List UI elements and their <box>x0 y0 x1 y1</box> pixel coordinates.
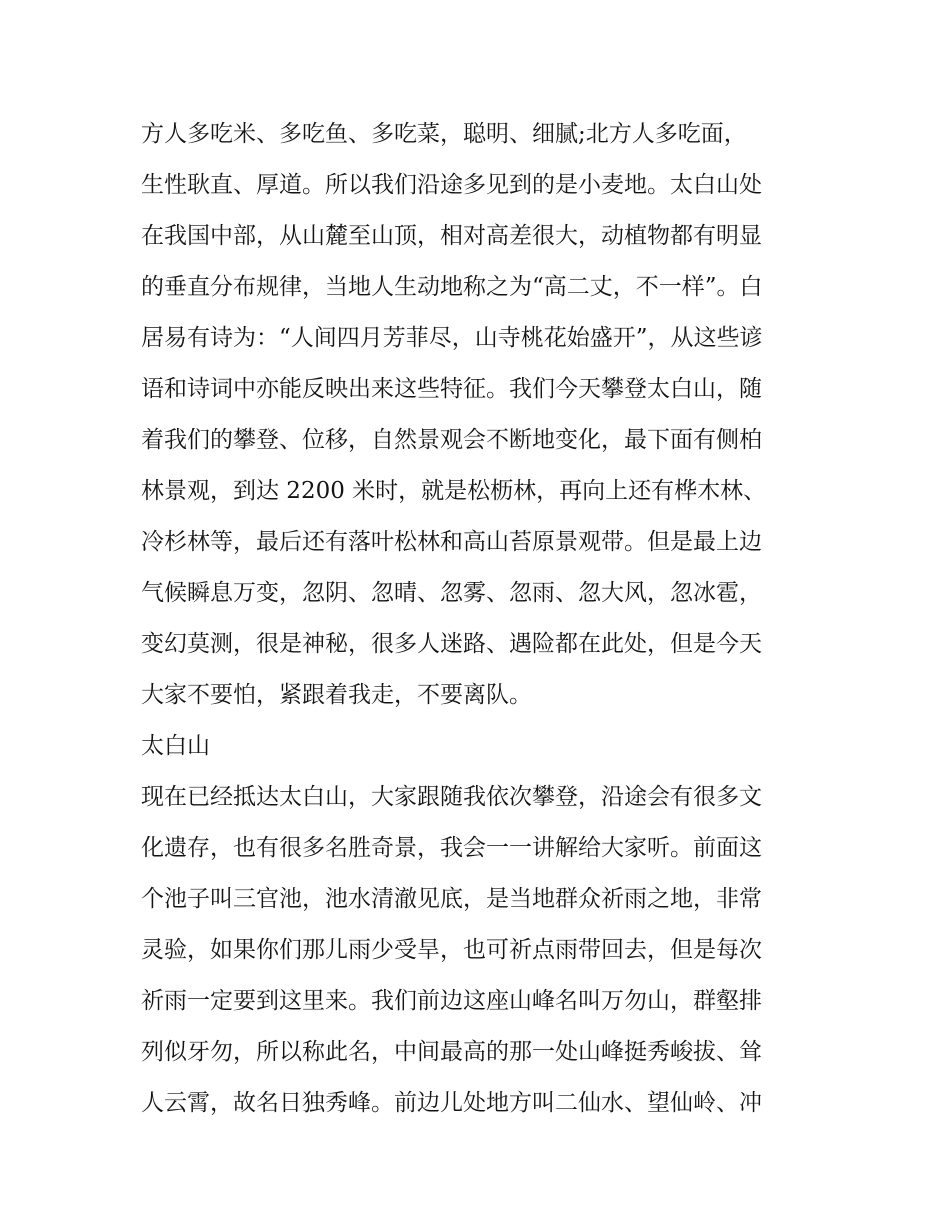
text-line: 灵验，如果你们那儿雨少受旱，也可祈点雨带回去，但是每次 <box>141 937 762 963</box>
text-line: 列似牙勿，所以称此名，中间最高的那一处山峰挺秀峻拔、耸 <box>141 1039 762 1065</box>
text-line: 个池子叫三官池，池水清澈见底，是当地群众祈雨之地，非常 <box>141 886 762 912</box>
text-line: 居易有诗为：“人间四月芳菲尽，山寺桃花始盛开”，从这些谚 <box>141 325 763 351</box>
text-line: 冷杉林等，最后还有落叶松林和高山苔原景观带。但是最上边 <box>141 529 762 555</box>
text-line: 祈雨一定要到这里来。我们前边这座山峰名叫万勿山，群壑排 <box>141 988 762 1014</box>
text-line: 的垂直分布规律，当地人生动地称之为“高二丈，不一样”。白 <box>141 274 763 300</box>
document-body <box>141 109 821 1129</box>
text-line: 气候瞬息万变，忽阴、忽晴、忽雾、忽雨、忽大风，忽冰雹， <box>141 580 762 606</box>
text-line: 着我们的攀登、位移，自然景观会不断地变化，最下面有侧柏 <box>141 427 762 453</box>
text-line: 现在已经抵达太白山，大家跟随我依次攀登，沿途会有很多文 <box>141 784 762 810</box>
text-line: 语和诗词中亦能反映出来这些特征。我们今天攀登太白山，随 <box>141 376 762 402</box>
section-heading: 太白山 <box>141 733 210 759</box>
text-line: 在我国中部，从山麓至山顶，相对高差很大，动植物都有明显 <box>141 223 762 249</box>
text-line: 方人多吃米、多吃鱼、多吃菜，聪明、细腻;北方人多吃面， <box>141 121 747 147</box>
text-line: 生性耿直、厚道。所以我们沿途多见到的是小麦地。太白山处 <box>141 172 762 198</box>
text-line: 大家不要怕，紧跟着我走，不要离队。 <box>141 682 532 708</box>
text-line: 化遗存，也有很多名胜奇景，我会一一讲解给大家听。前面这 <box>141 835 762 861</box>
text-line: 林景观，到达 2200 米时，就是松枥林，再向上还有桦木林、 <box>141 478 767 504</box>
text-line: 变幻莫测，很是神秘，很多人迷路、遇险都在此处，但是今天 <box>141 631 762 657</box>
text-line: 人云霄，故名日独秀峰。前边儿处地方叫二仙水、望仙岭、冲 <box>141 1090 762 1116</box>
